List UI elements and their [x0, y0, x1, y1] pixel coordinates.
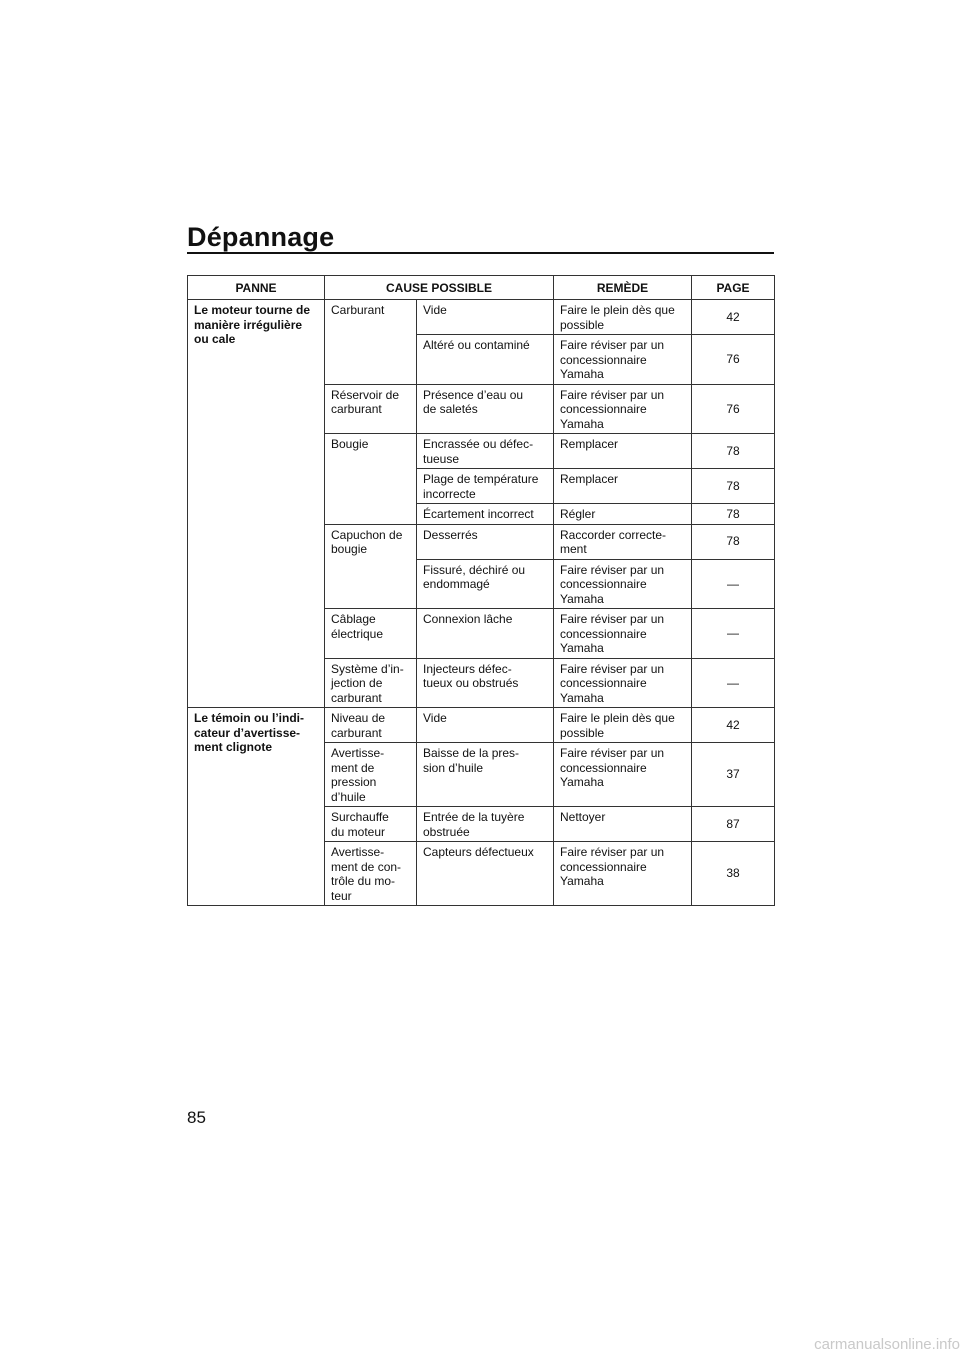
cause-detail-cell: Présence d’eau ou de saletés: [417, 384, 554, 434]
table-row: [188, 708, 775, 743]
header-page: PAGE: [692, 276, 775, 300]
page-cell: 78: [692, 434, 775, 469]
panne-cell: Le témoin ou l’indi- cateur d’avertisse- ment clignote: [188, 708, 325, 906]
page-cell: 42: [692, 300, 775, 335]
cause-detail-cell: Baisse de la pres- sion d’huile: [417, 743, 554, 807]
remede-cell: Faire réviser par un concessionnaire Yamaha: [554, 559, 692, 609]
page-cell: 37: [692, 743, 775, 807]
remede-cell: Faire réviser par un concessionnaire Yamaha: [554, 743, 692, 807]
table-row: [188, 300, 775, 335]
cause-cell: Carburant: [325, 300, 417, 385]
cause-cell: Bougie: [325, 434, 417, 525]
remede-cell: Faire réviser par un concessionnaire Yamaha: [554, 384, 692, 434]
cause-detail-cell: Vide: [417, 708, 554, 743]
remede-cell: Faire le plein dès que possible: [554, 708, 692, 743]
page-number: 85: [187, 1108, 206, 1127]
remede-cell: Faire réviser par un concessionnaire Yamaha: [554, 842, 692, 906]
header-cause: CAUSE POSSIBLE: [325, 276, 554, 300]
page-cell: 42: [692, 708, 775, 743]
cause-cell: Avertisse- ment de con- trôle du mo- teur: [325, 842, 417, 906]
cause-cell: Surchauffe du moteur: [325, 807, 417, 842]
remede-cell: Nettoyer: [554, 807, 692, 842]
watermark: carmanualsonline.info: [814, 1336, 960, 1353]
cause-detail-cell: Encrassée ou défec- tueuse: [417, 434, 554, 469]
cause-detail-cell: Écartement incorrect: [417, 504, 554, 525]
page-cell: 78: [692, 524, 775, 559]
troubleshooting-table: [187, 275, 775, 906]
cause-detail-cell: Entrée de la tuyère obstruée: [417, 807, 554, 842]
remede-cell: Faire réviser par un concessionnaire Yamaha: [554, 658, 692, 708]
page-cell: —: [692, 559, 775, 609]
page-cell: —: [692, 658, 775, 708]
cause-cell: Réservoir de carburant: [325, 384, 417, 434]
remede-cell: Faire réviser par un concessionnaire Yamaha: [554, 609, 692, 659]
cause-detail-cell: Vide: [417, 300, 554, 335]
page-cell: 78: [692, 504, 775, 525]
cause-detail-cell: Desserrés: [417, 524, 554, 559]
panne-cell: Le moteur tourne de manière irrégulière ou cale: [188, 300, 325, 708]
remede-cell: Faire réviser par un concessionnaire Yamaha: [554, 335, 692, 385]
page-cell: 78: [692, 469, 775, 504]
remede-cell: Raccorder correcte- ment: [554, 524, 692, 559]
cause-cell: Système d’in- jection de carburant: [325, 658, 417, 708]
page-title: Dépannage: [187, 222, 335, 252]
cause-detail-cell: Injecteurs défec- tueux ou obstrués: [417, 658, 554, 708]
cause-cell: Câblage électrique: [325, 609, 417, 659]
title-divider: [187, 252, 774, 254]
header-panne: PANNE: [188, 276, 325, 300]
remede-cell: Remplacer: [554, 469, 692, 504]
remede-cell: Régler: [554, 504, 692, 525]
cause-detail-cell: Connexion lâche: [417, 609, 554, 659]
cause-detail-cell: Altéré ou contaminé: [417, 335, 554, 385]
cause-cell: Niveau de carburant: [325, 708, 417, 743]
remede-cell: Remplacer: [554, 434, 692, 469]
cause-detail-cell: Fissuré, déchiré ou endommagé: [417, 559, 554, 609]
cause-cell: Capuchon de bougie: [325, 524, 417, 609]
remede-cell: Faire le plein dès que possible: [554, 300, 692, 335]
page-cell: —: [692, 609, 775, 659]
cause-detail-cell: Plage de température incorrecte: [417, 469, 554, 504]
cause-detail-cell: Capteurs défectueux: [417, 842, 554, 906]
header-remede: REMÈDE: [554, 276, 692, 300]
page-cell: 87: [692, 807, 775, 842]
page-cell: 76: [692, 335, 775, 385]
page-cell: 76: [692, 384, 775, 434]
table-header-row: [188, 276, 775, 300]
page-cell: 38: [692, 842, 775, 906]
cause-cell: Avertisse- ment de pression d’huile: [325, 743, 417, 807]
